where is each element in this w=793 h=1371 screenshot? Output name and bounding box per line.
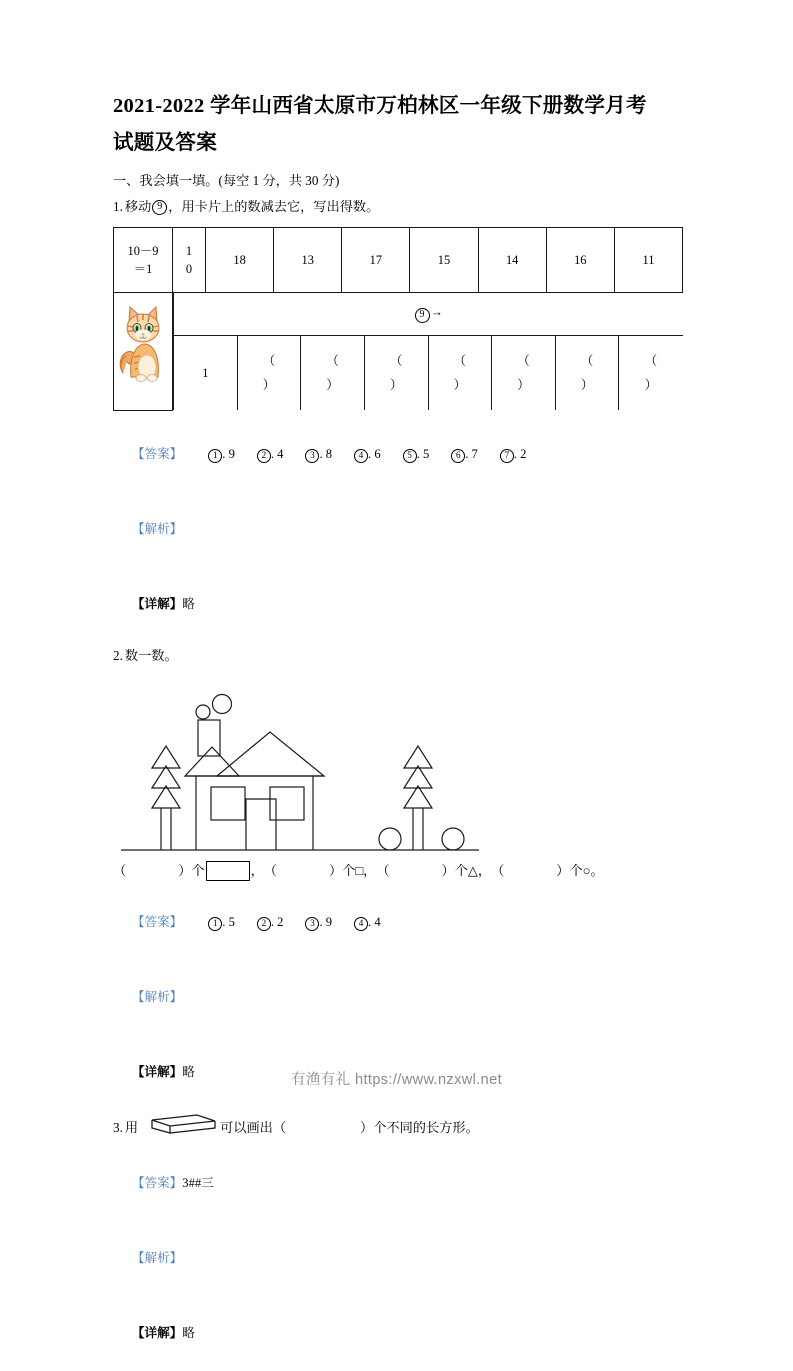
- cell-card-17: 17: [342, 228, 410, 293]
- cuboid-svg: [140, 1112, 218, 1136]
- cell-minuend-one: 1: [174, 336, 238, 411]
- detail-label: 【详解】: [131, 596, 183, 611]
- question-3-analysis-line: [113, 1221, 685, 1296]
- detail-label: 【详解】: [131, 1325, 183, 1340]
- question-1-stem-before: 移动: [124, 199, 152, 214]
- rectangle-shape-icon: [206, 861, 250, 881]
- page-title: [113, 88, 685, 162]
- answer-value-6: 7: [471, 446, 478, 461]
- circled-index-3: 3: [305, 917, 319, 931]
- answer-value-1: 9: [228, 446, 235, 461]
- question-1-number: 1.: [113, 199, 123, 214]
- answer-values: [182, 915, 402, 929]
- detail-label: 【详解】: [131, 1064, 183, 1079]
- table-row-cards: [114, 228, 683, 293]
- cell-move-arrow: [174, 293, 683, 336]
- circled-index-5: 5: [403, 449, 417, 463]
- question-2-analysis-line: [113, 960, 685, 1035]
- smoke-circle-large: [213, 694, 232, 713]
- circled-index-3: 3: [305, 449, 319, 463]
- answer-item-4: 4 . 4: [354, 910, 381, 935]
- answer-item-3: 3 . 9: [305, 910, 332, 935]
- equation-line1: 10－9: [127, 244, 159, 258]
- cell-cat-image: [114, 293, 173, 411]
- circled-nine-token-icon: 9: [415, 308, 430, 323]
- paren-open: （: [262, 354, 276, 368]
- question-2-fill-line: [113, 859, 685, 883]
- triangle-shape-icon: △: [467, 862, 478, 878]
- question-3-number: 3.: [113, 1119, 123, 1135]
- ten-digit-0: 0: [185, 262, 193, 276]
- tree-left-triangle-bottom: [152, 786, 180, 808]
- cell-card-13: 13: [274, 228, 342, 293]
- answer-item-1: 1 . 9: [208, 442, 235, 467]
- answer-value-5: 5: [422, 446, 430, 461]
- blank-cell-3: [364, 336, 428, 411]
- answer-item-7: 7 . 2: [500, 442, 527, 467]
- equation-line2: ＝1: [133, 262, 153, 276]
- paren-open: （: [644, 354, 658, 368]
- question-1-analysis-line: [113, 492, 685, 567]
- tree-left-triangle-mid: [152, 766, 180, 788]
- document-content: [113, 88, 685, 1371]
- detail-text: 略: [182, 1325, 195, 1340]
- cell-card-14: 14: [478, 228, 546, 293]
- footer-watermark: 有渔有礼 https://www.nzxwl.net: [290, 1072, 503, 1088]
- circled-index-2: 2: [257, 917, 271, 931]
- question-3-stem-after2: ）个不同的长方形。: [360, 1119, 479, 1135]
- square-shape-icon: □: [355, 862, 364, 878]
- circled-index-4: 4: [354, 449, 368, 463]
- fill-paren-3-close: ）: [441, 862, 455, 878]
- answer-item-4: 4 . 6: [354, 442, 381, 467]
- answer-value-2: 4: [277, 446, 284, 461]
- cell-equation-example: [114, 228, 173, 293]
- question-3-stem-before: 用: [124, 1119, 139, 1135]
- answer-value-2: 2: [277, 914, 284, 929]
- fill-paren-2-close: ）: [328, 862, 343, 878]
- bush-circle-left: [379, 828, 401, 850]
- blank-cell-2: [301, 336, 365, 411]
- subgrid-row-blanks: [174, 336, 683, 411]
- answer-label: 【答案】: [131, 914, 183, 929]
- analysis-label: 【解析】: [131, 1250, 183, 1265]
- question-1-stem: [113, 195, 685, 219]
- house-scene-figure: [113, 672, 513, 857]
- paren-close: ）: [580, 378, 594, 392]
- fill-sep-2: ，: [363, 862, 377, 878]
- circled-index-7: 7: [500, 449, 514, 463]
- answer-item-6: 6 . 7: [451, 442, 478, 467]
- blank-cell-6: [555, 336, 619, 411]
- fill-paren-1-open: （: [113, 862, 127, 878]
- paren-close: ）: [517, 378, 530, 392]
- question-3-stem: [113, 1112, 685, 1144]
- roof-triangle-left: [185, 747, 239, 776]
- question-1-answer-line: [113, 417, 685, 492]
- fill-paren-4-open: （: [491, 862, 505, 878]
- tree-left-trunk: [161, 808, 171, 850]
- circled-nine-icon: 9: [152, 200, 167, 215]
- window-right-square: [270, 787, 304, 820]
- paren-close: ）: [644, 378, 658, 392]
- page-title-line2: 试题及答案: [113, 132, 217, 154]
- paren-close: ）: [389, 378, 403, 392]
- cell-card-16: 16: [546, 228, 614, 293]
- answer-item-1: 1 . 5: [208, 910, 235, 935]
- fill-unit-2: 个: [342, 862, 356, 878]
- circled-index-1: 1: [208, 449, 222, 463]
- cell-card-15: 15: [410, 228, 478, 293]
- smoke-circle-small: [196, 705, 210, 719]
- blank-cell-5: [492, 336, 556, 411]
- answer-value-3: 9: [325, 914, 333, 929]
- section-heading: 一、我会填一填。(每空 1 分，共 30 分): [113, 173, 340, 188]
- tree-right-triangle-mid: [404, 766, 432, 788]
- detail-text: 略: [182, 1064, 195, 1079]
- blank-cell-1: [237, 336, 301, 411]
- answer-value-4: 6: [374, 446, 381, 461]
- fill-paren-2-open: （: [263, 862, 277, 878]
- answer-value-1: 5: [228, 914, 235, 929]
- answer-subgrid: [173, 293, 683, 410]
- bush-circle-right: [442, 828, 464, 850]
- answer-value-7: 2: [520, 446, 527, 461]
- question-3-detail-line: [113, 1296, 685, 1371]
- circle-shape-icon: ○: [582, 862, 591, 878]
- question-3-answer-line: [113, 1146, 685, 1221]
- page-title-line1: 2021-2022 学年山西省太原市万柏林区一年级下册数学月考: [113, 95, 647, 117]
- circled-index-2: 2: [257, 449, 271, 463]
- cuboid-3d-shape-icon: [140, 1112, 218, 1144]
- blank-cell-4: [428, 336, 492, 411]
- answer-label: 【答案】: [131, 1175, 183, 1190]
- circled-index-6: 6: [451, 449, 465, 463]
- circled-index-1: 1: [208, 917, 222, 931]
- tree-right-trunk: [413, 808, 423, 850]
- arrow-glyph-icon: →: [430, 305, 443, 319]
- answer-label: 【答案】: [131, 446, 183, 461]
- question-2-answer-line: [113, 885, 685, 960]
- circled-index-4: 4: [354, 917, 368, 931]
- paren-close: ）: [326, 378, 339, 392]
- answer-values: [182, 447, 548, 461]
- paren-open: （: [389, 354, 403, 368]
- question-2-stem: [113, 644, 685, 668]
- tree-left-triangle-top: [152, 746, 180, 768]
- answer-item-2: 2 . 4: [257, 442, 284, 467]
- tree-right-triangle-bottom: [404, 786, 432, 808]
- answer-value: 3##三: [182, 1175, 214, 1190]
- answer-value-3: 8: [325, 446, 333, 461]
- answer-item-3: 3 . 8: [305, 442, 332, 467]
- fill-unit-1: 个: [191, 862, 205, 878]
- fill-paren-1-close: ）: [178, 862, 192, 878]
- question-2-stem-text: 数一数。: [124, 647, 178, 663]
- answer-item-2: 2 . 2: [257, 910, 284, 935]
- analysis-label: 【解析】: [131, 521, 183, 536]
- cat-illustration-icon: [114, 295, 170, 407]
- analysis-label: 【解析】: [131, 989, 183, 1004]
- window-left-square: [211, 787, 245, 820]
- fill-unit-4: 个: [569, 862, 583, 878]
- paren-open: （: [517, 354, 530, 368]
- door-rect: [246, 799, 276, 850]
- paren-open: （: [326, 354, 339, 368]
- answer-item-5: 5 . 5: [403, 442, 430, 467]
- subgrid-row-arrow: [174, 293, 683, 336]
- cell-card-18: 18: [206, 228, 274, 293]
- paren-close: ）: [262, 378, 276, 392]
- ten-digit-1: 1: [185, 244, 193, 258]
- fill-paren-3-open: （: [376, 862, 390, 878]
- paren-open: （: [580, 354, 594, 368]
- table-row-answers: [114, 293, 683, 411]
- paren-open: （: [453, 354, 466, 368]
- cell-ten-card: [173, 228, 206, 293]
- question-1-detail-line: [113, 567, 685, 642]
- cell-answer-subgrid: [173, 293, 683, 411]
- fill-unit-3: 个: [454, 862, 468, 878]
- blank-cell-7: [619, 336, 683, 411]
- question-1-table: [113, 227, 683, 411]
- detail-text: 略: [182, 596, 195, 611]
- answer-value-4: 4: [374, 914, 381, 929]
- paren-close: ）: [453, 378, 466, 392]
- cat-svg: [117, 299, 167, 403]
- fill-sep-1: ，: [250, 862, 264, 878]
- fill-sep-3: ，: [477, 862, 492, 878]
- cell-card-11: 11: [614, 228, 682, 293]
- question-2-number: 2.: [113, 647, 123, 663]
- question-3-stem-after: 可以画出（: [220, 1119, 287, 1135]
- tree-right-triangle-top: [404, 746, 432, 768]
- question-1-stem-after: ，用卡片上的数减去它，写出得数。: [168, 199, 380, 214]
- fill-paren-4-close: ）: [556, 862, 570, 878]
- fill-line-end: 。: [590, 862, 604, 878]
